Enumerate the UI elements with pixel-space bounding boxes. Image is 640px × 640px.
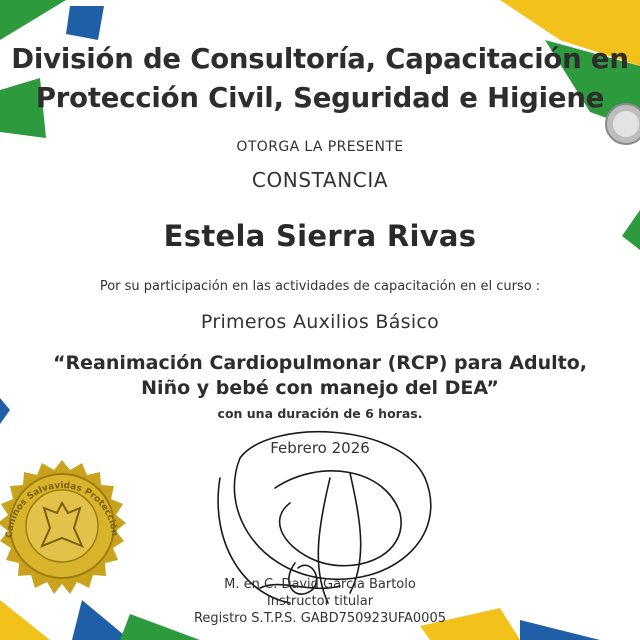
stps-registry: Registro S.T.P.S. GABD750923UFA0005 <box>193 611 446 626</box>
course-name: Primeros Auxilios Básico <box>200 311 440 333</box>
document-type: CONSTANCIA <box>251 168 389 192</box>
organization-title: División de Consultoría, Capacitación en Protección Civil, Seguridad e Higiene <box>11 43 629 114</box>
course-duration: con una duración de 6 horas. <box>217 406 423 421</box>
course-detail: “Reanimación Cardiopulmonar (RCP) para Adulto, Niño y bebé con manejo del DEA” <box>53 352 587 399</box>
gold-seal <box>0 458 142 618</box>
seal-text: Caninos Salvavidas Protección <box>4 480 120 539</box>
grant-line: OTORGA LA PRESENTE <box>236 139 404 155</box>
recipient-name: Estela Sierra Rivas <box>163 219 477 253</box>
participation-text: Por su participación en las actividades de capacitación en el curso : <box>99 279 541 294</box>
instructor-name: M. en C. David García Bartolo <box>224 577 416 592</box>
issue-date: Febrero 2026 <box>270 439 370 457</box>
instructor-role: Instructor titular <box>266 594 374 609</box>
